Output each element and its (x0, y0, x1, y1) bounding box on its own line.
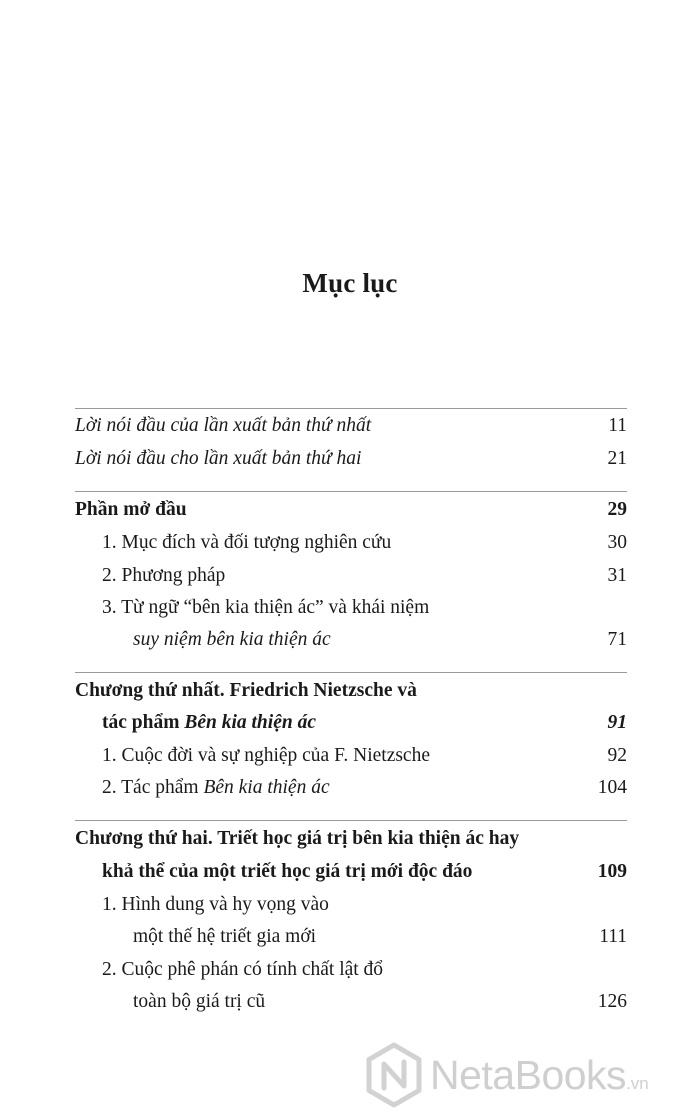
toc-entry (75, 561, 627, 591)
toc-entry-continuation (75, 625, 627, 655)
toc-chapter-heading (75, 824, 627, 854)
toc-entry (75, 411, 627, 441)
toc-entry-title: Phần mở đầu (75, 499, 187, 520)
toc-entry (75, 528, 627, 558)
toc-entry (75, 955, 627, 985)
toc-entry (75, 444, 627, 474)
toc-chapter-heading (75, 676, 627, 706)
toc-entry-title: 2. Tác phẩm Bên kia thiện ác (102, 777, 330, 798)
section-divider (75, 408, 627, 409)
netabooks-logo-icon (365, 1042, 423, 1108)
toc-entry-title: 1. Cuộc đời và sự nghiệp của F. Nietzsche (102, 745, 430, 766)
toc-entry-page: 92 (607, 745, 627, 766)
toc-entry (75, 890, 627, 920)
toc-entry-title: một thế hệ triết gia mới (133, 926, 317, 947)
page-title: Mục lục (302, 268, 398, 298)
toc-entry-page: 111 (599, 926, 627, 947)
toc-entry-page: 21 (607, 448, 627, 469)
section-divider (75, 820, 627, 821)
toc-chapter-heading (75, 857, 627, 887)
toc-entry-title: 1. Hình dung và hy vọng vào (102, 894, 329, 915)
toc-entry-continuation (75, 987, 627, 1017)
toc-entry-title: suy niệm bên kia thiện ác (133, 629, 331, 650)
toc-entry (75, 773, 627, 803)
section-divider (75, 672, 627, 673)
watermark-brand: NetaBooks.vn (430, 1052, 649, 1098)
toc-entry-title: 3. Từ ngữ “bên kia thiện ác” và khái niệm (102, 597, 430, 618)
toc-entry-page: 126 (597, 991, 627, 1012)
toc-entry-title: 1. Mục đích và đối tượng nghiên cứu (102, 532, 392, 553)
toc-entry-page: 11 (608, 415, 627, 436)
toc-entry-title: Lời nói đầu của lần xuất bản thứ nhất (75, 415, 372, 436)
toc-entry-title: khả thể của một triết học giá trị mới độc đáo (102, 861, 473, 882)
toc-entry-title: 2. Cuộc phê phán có tính chất lật đổ (102, 959, 384, 980)
toc-entry-continuation (75, 922, 627, 952)
toc-entry-title: toàn bộ giá trị cũ (133, 991, 266, 1012)
toc-entry-title: Chương thứ hai. Triết học giá trị bên kia thiện ác hay (75, 828, 520, 849)
section-divider (75, 491, 627, 492)
toc-entry-page: 91 (607, 712, 627, 733)
toc-entry-page: 29 (607, 499, 627, 520)
netabooks-watermark (365, 1042, 695, 1112)
toc-entry-title: 2. Phương pháp (102, 565, 226, 586)
toc-entry-title: tác phẩm Bên kia thiện ác (102, 712, 316, 733)
toc-entry-title: Lời nói đầu cho lần xuất bản thứ hai (75, 448, 362, 469)
toc-entry (75, 741, 627, 771)
toc-entry-title: Chương thứ nhất. Friedrich Nietzsche và (75, 680, 417, 701)
toc-entry-page: 31 (607, 565, 627, 586)
toc-chapter-heading (75, 708, 627, 738)
toc-entry-page: 109 (597, 861, 627, 882)
toc-part-heading (75, 495, 627, 525)
toc-entry (75, 593, 627, 623)
toc-entry-page: 30 (607, 532, 627, 553)
toc-entry-page: 104 (597, 777, 627, 798)
toc-entry-page: 71 (607, 629, 627, 650)
